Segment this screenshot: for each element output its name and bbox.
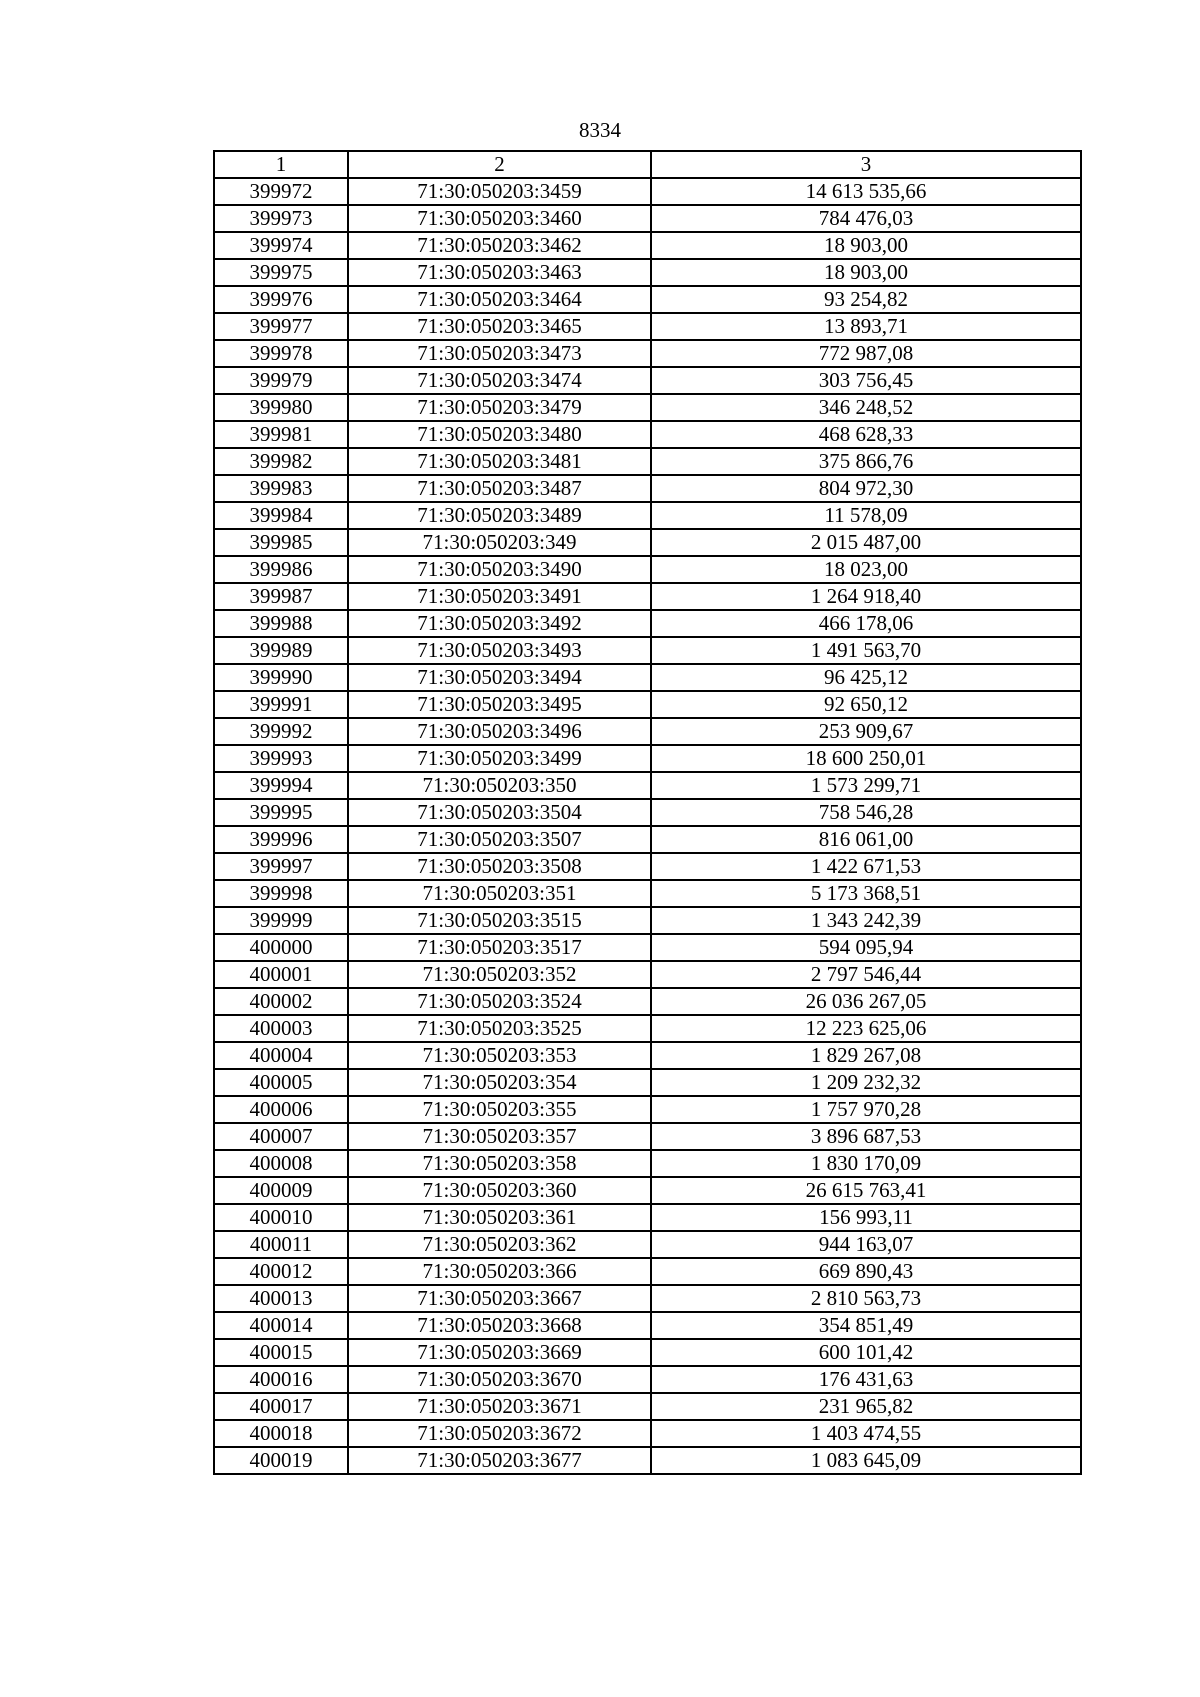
row-number-cell: 399989	[214, 637, 348, 664]
cadastral-number-cell: 71:30:050203:3671	[348, 1393, 651, 1420]
value-cell: 303 756,45	[651, 367, 1081, 394]
value-cell: 784 476,03	[651, 205, 1081, 232]
row-number-cell: 399972	[214, 178, 348, 205]
value-cell: 816 061,00	[651, 826, 1081, 853]
table-row	[214, 313, 1081, 340]
column-header: 1	[214, 151, 348, 178]
cadastral-number-cell: 71:30:050203:361	[348, 1204, 651, 1231]
cadastral-number-cell: 71:30:050203:3493	[348, 637, 651, 664]
row-number-cell: 399979	[214, 367, 348, 394]
table-row	[214, 448, 1081, 475]
table-row	[214, 988, 1081, 1015]
cadastral-number-cell: 71:30:050203:360	[348, 1177, 651, 1204]
cadastral-number-cell: 71:30:050203:3667	[348, 1285, 651, 1312]
row-number-cell: 400013	[214, 1285, 348, 1312]
row-number-cell: 399981	[214, 421, 348, 448]
cadastral-number-cell: 71:30:050203:3495	[348, 691, 651, 718]
row-number-cell: 399999	[214, 907, 348, 934]
table-row	[214, 1042, 1081, 1069]
row-number-cell: 400002	[214, 988, 348, 1015]
table-header-row	[214, 151, 1081, 178]
cadastral-number-cell: 71:30:050203:3489	[348, 502, 651, 529]
cadastral-number-cell: 71:30:050203:3669	[348, 1339, 651, 1366]
row-number-cell: 400000	[214, 934, 348, 961]
table-row	[214, 853, 1081, 880]
cadastral-number-cell: 71:30:050203:3481	[348, 448, 651, 475]
cadastral-number-cell: 71:30:050203:3487	[348, 475, 651, 502]
row-number-cell: 400001	[214, 961, 348, 988]
table-row	[214, 556, 1081, 583]
row-number-cell: 400006	[214, 1096, 348, 1123]
cadastral-number-cell: 71:30:050203:366	[348, 1258, 651, 1285]
value-cell: 594 095,94	[651, 934, 1081, 961]
table-row	[214, 907, 1081, 934]
value-cell: 93 254,82	[651, 286, 1081, 313]
value-cell: 1 403 474,55	[651, 1420, 1081, 1447]
value-cell: 5 173 368,51	[651, 880, 1081, 907]
row-number-cell: 400014	[214, 1312, 348, 1339]
value-cell: 1 264 918,40	[651, 583, 1081, 610]
row-number-cell: 399997	[214, 853, 348, 880]
cadastral-number-cell: 71:30:050203:3494	[348, 664, 651, 691]
column-header: 2	[348, 151, 651, 178]
value-cell: 669 890,43	[651, 1258, 1081, 1285]
cadastral-number-cell: 71:30:050203:3524	[348, 988, 651, 1015]
value-cell: 375 866,76	[651, 448, 1081, 475]
value-cell: 14 613 535,66	[651, 178, 1081, 205]
table-row	[214, 1096, 1081, 1123]
value-cell: 758 546,28	[651, 799, 1081, 826]
row-number-cell: 399973	[214, 205, 348, 232]
table-row	[214, 772, 1081, 799]
cadastral-number-cell: 71:30:050203:3480	[348, 421, 651, 448]
row-number-cell: 400019	[214, 1447, 348, 1474]
table-row	[214, 1420, 1081, 1447]
table-row	[214, 502, 1081, 529]
value-cell: 18 023,00	[651, 556, 1081, 583]
table-row	[214, 259, 1081, 286]
table-row	[214, 1015, 1081, 1042]
table-row	[214, 1258, 1081, 1285]
table-row	[214, 1366, 1081, 1393]
cadastral-number-cell: 71:30:050203:3672	[348, 1420, 651, 1447]
value-cell: 1 573 299,71	[651, 772, 1081, 799]
table-row	[214, 1150, 1081, 1177]
row-number-cell: 400003	[214, 1015, 348, 1042]
row-number-cell: 399988	[214, 610, 348, 637]
row-number-cell: 399975	[214, 259, 348, 286]
cadastral-number-cell: 71:30:050203:3459	[348, 178, 651, 205]
row-number-cell: 400012	[214, 1258, 348, 1285]
table-row	[214, 286, 1081, 313]
table-row	[214, 934, 1081, 961]
row-number-cell: 399983	[214, 475, 348, 502]
row-number-cell: 399980	[214, 394, 348, 421]
value-cell: 1 757 970,28	[651, 1096, 1081, 1123]
table-row	[214, 691, 1081, 718]
table-row	[214, 610, 1081, 637]
row-number-cell: 399976	[214, 286, 348, 313]
row-number-cell: 399982	[214, 448, 348, 475]
table-row	[214, 1177, 1081, 1204]
cadastral-number-cell: 71:30:050203:354	[348, 1069, 651, 1096]
row-number-cell: 399985	[214, 529, 348, 556]
table-row	[214, 394, 1081, 421]
row-number-cell: 400005	[214, 1069, 348, 1096]
cadastral-number-cell: 71:30:050203:3491	[348, 583, 651, 610]
row-number-cell: 399995	[214, 799, 348, 826]
table-row	[214, 1285, 1081, 1312]
row-number-cell: 400004	[214, 1042, 348, 1069]
row-number-cell: 399990	[214, 664, 348, 691]
table-row	[214, 232, 1081, 259]
value-cell: 2 797 546,44	[651, 961, 1081, 988]
value-cell: 1 343 242,39	[651, 907, 1081, 934]
cadastral-number-cell: 71:30:050203:3465	[348, 313, 651, 340]
cadastral-number-cell: 71:30:050203:3517	[348, 934, 651, 961]
value-cell: 2 810 563,73	[651, 1285, 1081, 1312]
row-number-cell: 399974	[214, 232, 348, 259]
cadastral-number-cell: 71:30:050203:3504	[348, 799, 651, 826]
cadastral-number-cell: 71:30:050203:3479	[348, 394, 651, 421]
cadastral-number-cell: 71:30:050203:3525	[348, 1015, 651, 1042]
value-cell: 600 101,42	[651, 1339, 1081, 1366]
table-row	[214, 664, 1081, 691]
cadastral-number-cell: 71:30:050203:3670	[348, 1366, 651, 1393]
cadastral-number-cell: 71:30:050203:358	[348, 1150, 651, 1177]
table-row	[214, 880, 1081, 907]
value-cell: 1 830 170,09	[651, 1150, 1081, 1177]
table-row	[214, 961, 1081, 988]
row-number-cell: 400015	[214, 1339, 348, 1366]
value-cell: 944 163,07	[651, 1231, 1081, 1258]
cadastral-number-cell: 71:30:050203:3474	[348, 367, 651, 394]
table-row	[214, 799, 1081, 826]
table-row	[214, 178, 1081, 205]
table-row	[214, 529, 1081, 556]
value-cell: 468 628,33	[651, 421, 1081, 448]
cadastral-number-cell: 71:30:050203:3490	[348, 556, 651, 583]
value-cell: 13 893,71	[651, 313, 1081, 340]
value-cell: 2 015 487,00	[651, 529, 1081, 556]
row-number-cell: 399993	[214, 745, 348, 772]
page-number: 8334	[579, 118, 621, 142]
table-row	[214, 1123, 1081, 1150]
value-cell: 1 083 645,09	[651, 1447, 1081, 1474]
row-number-cell: 399978	[214, 340, 348, 367]
table-row	[214, 718, 1081, 745]
cadastral-number-cell: 71:30:050203:3460	[348, 205, 651, 232]
cadastral-number-cell: 71:30:050203:3463	[348, 259, 651, 286]
value-cell: 1 422 671,53	[651, 853, 1081, 880]
value-cell: 346 248,52	[651, 394, 1081, 421]
row-number-cell: 400008	[214, 1150, 348, 1177]
table-row	[214, 205, 1081, 232]
table-row	[214, 583, 1081, 610]
table-row	[214, 1069, 1081, 1096]
value-cell: 26 036 267,05	[651, 988, 1081, 1015]
cadastral-number-cell: 71:30:050203:3668	[348, 1312, 651, 1339]
table-row	[214, 1339, 1081, 1366]
row-number-cell: 400007	[214, 1123, 348, 1150]
cadastral-number-cell: 71:30:050203:357	[348, 1123, 651, 1150]
value-cell: 12 223 625,06	[651, 1015, 1081, 1042]
value-cell: 18 903,00	[651, 259, 1081, 286]
table-row	[214, 340, 1081, 367]
table-row	[214, 1393, 1081, 1420]
value-cell: 96 425,12	[651, 664, 1081, 691]
row-number-cell: 400018	[214, 1420, 348, 1447]
value-cell: 253 909,67	[651, 718, 1081, 745]
row-number-cell: 399991	[214, 691, 348, 718]
cadastral-number-cell: 71:30:050203:3677	[348, 1447, 651, 1474]
table-row	[214, 826, 1081, 853]
value-cell: 772 987,08	[651, 340, 1081, 367]
value-cell: 1 209 232,32	[651, 1069, 1081, 1096]
cadastral-number-cell: 71:30:050203:3462	[348, 232, 651, 259]
cadastral-number-cell: 71:30:050203:349	[348, 529, 651, 556]
row-number-cell: 400016	[214, 1366, 348, 1393]
cadastral-number-cell: 71:30:050203:3492	[348, 610, 651, 637]
value-cell: 466 178,06	[651, 610, 1081, 637]
cadastral-number-cell: 71:30:050203:355	[348, 1096, 651, 1123]
row-number-cell: 399992	[214, 718, 348, 745]
value-cell: 176 431,63	[651, 1366, 1081, 1393]
cadastral-number-cell: 71:30:050203:3473	[348, 340, 651, 367]
table-row	[214, 367, 1081, 394]
value-cell: 156 993,11	[651, 1204, 1081, 1231]
value-cell: 92 650,12	[651, 691, 1081, 718]
row-number-cell: 400011	[214, 1231, 348, 1258]
row-number-cell: 400017	[214, 1393, 348, 1420]
cadastral-number-cell: 71:30:050203:353	[348, 1042, 651, 1069]
table-row	[214, 475, 1081, 502]
cadastral-number-cell: 71:30:050203:3464	[348, 286, 651, 313]
value-cell: 231 965,82	[651, 1393, 1081, 1420]
row-number-cell: 399994	[214, 772, 348, 799]
value-cell: 11 578,09	[651, 502, 1081, 529]
cadastral-number-cell: 71:30:050203:3515	[348, 907, 651, 934]
row-number-cell: 400009	[214, 1177, 348, 1204]
cadastral-number-cell: 71:30:050203:3499	[348, 745, 651, 772]
cadastral-number-cell: 71:30:050203:350	[348, 772, 651, 799]
row-number-cell: 399998	[214, 880, 348, 907]
row-number-cell: 400010	[214, 1204, 348, 1231]
table-row	[214, 637, 1081, 664]
value-cell: 1 491 563,70	[651, 637, 1081, 664]
table-row	[214, 1447, 1081, 1474]
row-number-cell: 399977	[214, 313, 348, 340]
value-cell: 804 972,30	[651, 475, 1081, 502]
table-row	[214, 745, 1081, 772]
row-number-cell: 399987	[214, 583, 348, 610]
table-row	[214, 1312, 1081, 1339]
cadastral-number-cell: 71:30:050203:351	[348, 880, 651, 907]
row-number-cell: 399996	[214, 826, 348, 853]
value-cell: 18 903,00	[651, 232, 1081, 259]
cadastral-number-cell: 71:30:050203:3496	[348, 718, 651, 745]
value-cell: 354 851,49	[651, 1312, 1081, 1339]
value-cell: 26 615 763,41	[651, 1177, 1081, 1204]
cadastral-number-cell: 71:30:050203:352	[348, 961, 651, 988]
data-table	[213, 150, 1082, 1475]
cadastral-number-cell: 71:30:050203:3508	[348, 853, 651, 880]
table-row	[214, 421, 1081, 448]
value-cell: 3 896 687,53	[651, 1123, 1081, 1150]
column-header: 3	[651, 151, 1081, 178]
table-row	[214, 1231, 1081, 1258]
row-number-cell: 399986	[214, 556, 348, 583]
cadastral-number-cell: 71:30:050203:3507	[348, 826, 651, 853]
cadastral-number-cell: 71:30:050203:362	[348, 1231, 651, 1258]
value-cell: 18 600 250,01	[651, 745, 1081, 772]
value-cell: 1 829 267,08	[651, 1042, 1081, 1069]
table-body	[214, 178, 1081, 1474]
row-number-cell: 399984	[214, 502, 348, 529]
table-row	[214, 1204, 1081, 1231]
